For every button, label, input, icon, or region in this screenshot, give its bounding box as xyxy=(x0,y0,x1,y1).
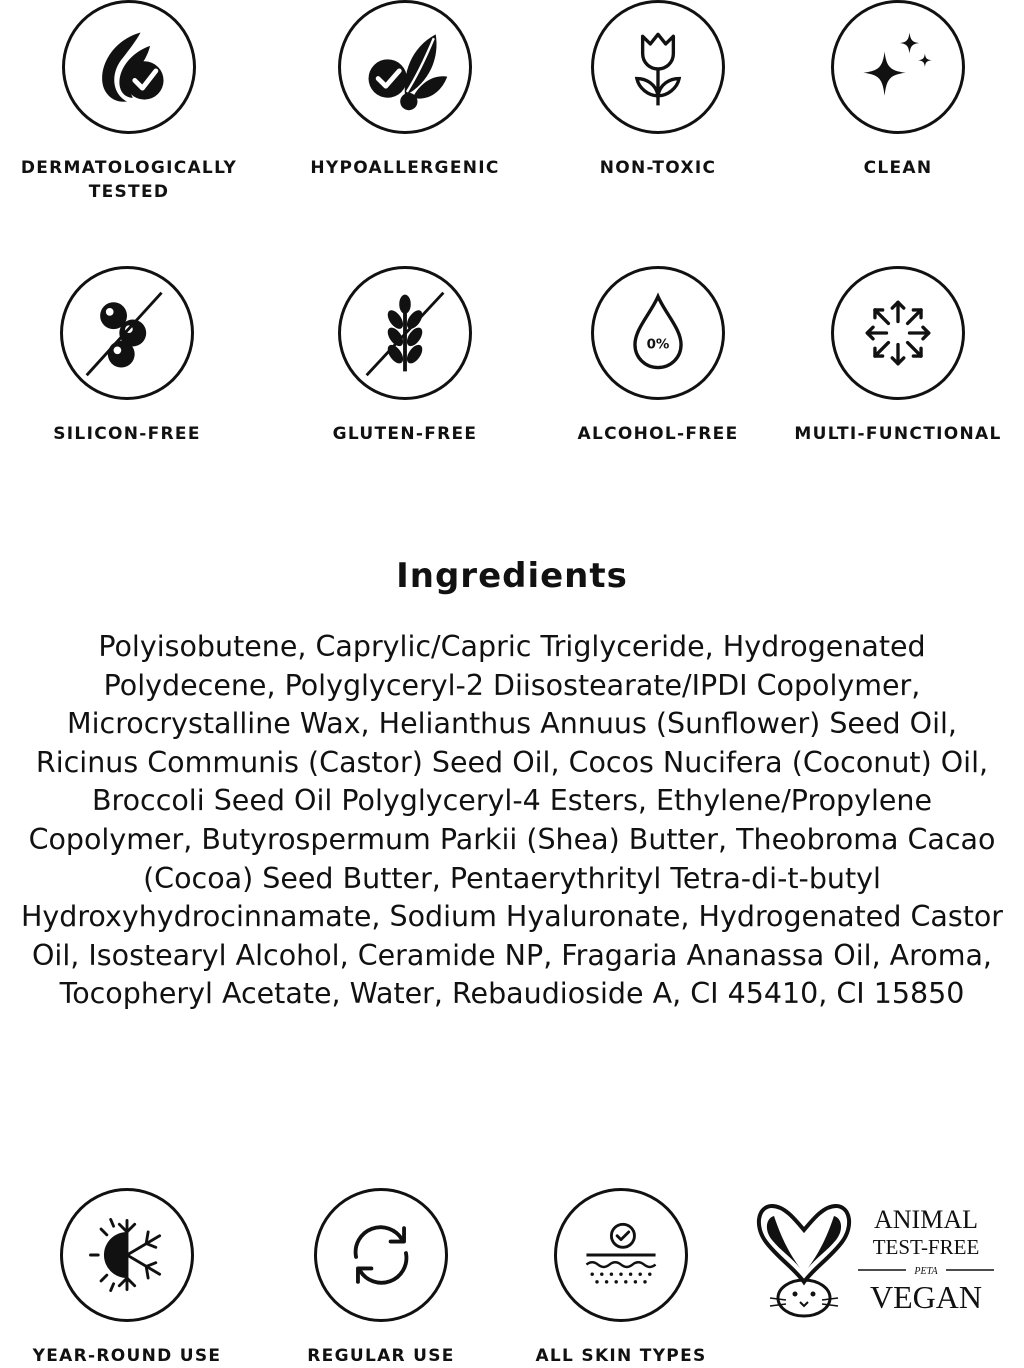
badge-circle xyxy=(338,0,472,134)
badge-circle xyxy=(314,1188,448,1322)
badge-label: MULTI-FUNCTIONAL xyxy=(794,424,1002,444)
arrows-outward-icon xyxy=(850,285,946,381)
peta-vegan-text: VEGAN xyxy=(870,1279,982,1315)
badge-dermatologically-tested xyxy=(4,0,254,204)
badge-circle xyxy=(60,266,194,400)
tulip-icon xyxy=(610,19,706,115)
badge-label: ALCOHOL-FREE xyxy=(577,424,739,444)
drop-zero-percent-icon xyxy=(610,285,706,381)
badge-circle xyxy=(831,0,965,134)
badge-non-toxic xyxy=(533,0,783,180)
badge-circle xyxy=(831,266,965,400)
sun-snowflake-icon xyxy=(79,1207,175,1303)
badge-label: NON-TOXIC xyxy=(599,158,717,178)
badge-clean xyxy=(773,0,1023,180)
sparkles-icon xyxy=(850,19,946,115)
peta-logo xyxy=(752,1196,1002,1321)
leaves-berries-check-icon xyxy=(357,19,453,115)
badge-label: DERMATOLOGICALLY TESTED xyxy=(20,158,238,202)
silicone-crossed-icon xyxy=(79,285,175,381)
badge-silicon-free xyxy=(2,266,252,446)
badge-label: SILICON-FREE xyxy=(53,424,201,444)
badge-label: REGULAR USE xyxy=(307,1346,455,1366)
wheat-crossed-icon xyxy=(357,285,453,381)
badge-circle xyxy=(554,1188,688,1322)
peta-bunny-logo xyxy=(752,1196,1002,1321)
badge-circle xyxy=(62,0,196,134)
leaf-check-icon xyxy=(81,19,177,115)
badge-regular-use xyxy=(256,1188,506,1368)
badge-circle xyxy=(591,266,725,400)
peta-animal-text: ANIMAL xyxy=(874,1205,978,1234)
peta-test-free-text: TEST-FREE xyxy=(872,1235,980,1259)
badge-alcohol-free xyxy=(533,266,783,446)
badge-label: GLUTEN-FREE xyxy=(332,424,478,444)
refresh-arrows-icon xyxy=(333,1207,429,1303)
badge-circle xyxy=(338,266,472,400)
badge-label: YEAR-ROUND USE xyxy=(32,1346,222,1366)
peta-wordmark: PETA xyxy=(914,1266,938,1277)
skin-layers-check-icon xyxy=(573,1207,669,1303)
badge-label: HYPOALLERGENIC xyxy=(310,158,500,178)
badge-label: CLEAN xyxy=(863,158,933,178)
ingredients-heading: Ingredients xyxy=(396,556,628,596)
badge-circle xyxy=(60,1188,194,1322)
badge-label: ALL SKIN TYPES xyxy=(535,1346,707,1366)
badge-all-skin-types xyxy=(496,1188,746,1368)
ingredients-text: Polyisobutene, Caprylic/Capric Triglyceride, Hydrogenated Polydecene, Polyglyceryl-2 Diisostearate/IPDI Copolymer, Microcrystalline Wax, Helianthus Annuus (Sunflower) Seed Oil, Ricinus Communis (Castor) Seed Oil, Cocos Nucifera (Coconut) Oil, Broccoli Seed Oil Polyglyceryl-4 Esters, Ethylene/Propylene Copolymer, Butyrospermum Parkii (Shea) Butter, Theobroma Cacao (Cocoa) Seed Butter, Pentaerythrityl Tetra-di-t-butyl Hydroxyhydrocinnamate, Sodium Hyaluronate, Hydrogenated Castor Oil, Isostearyl Alcohol, Ceramide NP, Fragaria Ananassa Oil, Aroma, Tocopheryl Acetate, Water, Rebaudioside A, CI 45410, CI 15850 xyxy=(20,630,1004,1011)
drop-percent-text: 0% xyxy=(646,337,670,353)
badge-multi-functional xyxy=(773,266,1023,446)
badge-gluten-free xyxy=(280,266,530,446)
badge-year-round-use xyxy=(2,1188,252,1368)
badge-circle xyxy=(591,0,725,134)
badge-hypoallergenic xyxy=(280,0,530,180)
